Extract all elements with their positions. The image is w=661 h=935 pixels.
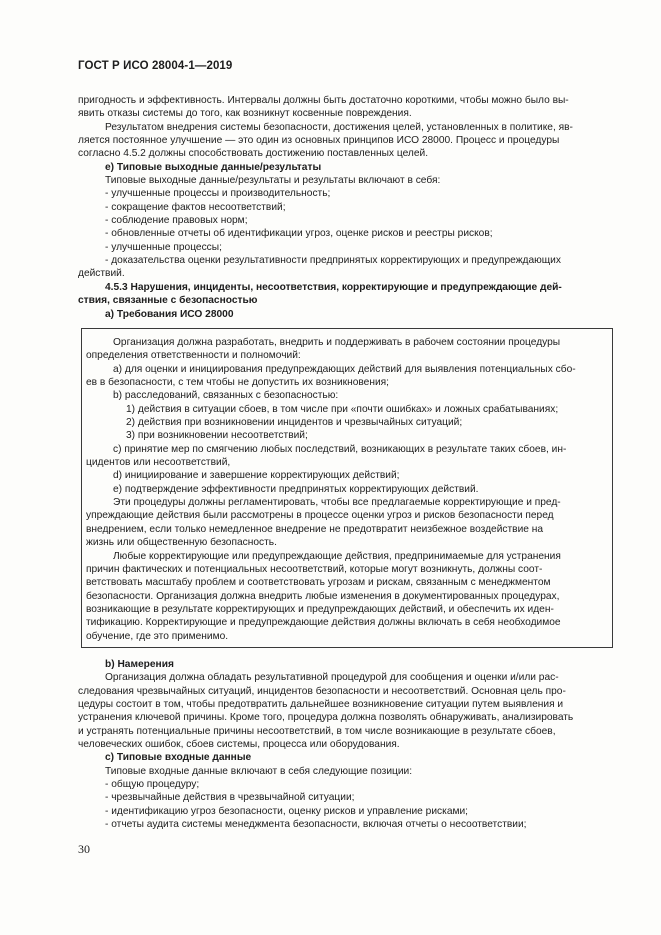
- list-item: e) подтверждение эффективности предпринятых корректирующих действий.: [113, 483, 479, 495]
- text-line: тификацию. Корректирующие и предупреждающие действия должны включать в себя необходимое: [86, 617, 561, 629]
- text-line: Типовые входные данные включают в себя следующие позиции:: [105, 765, 413, 777]
- list-item: b) расследований, связанных с безопасностью:: [113, 390, 339, 402]
- text-line: цедуры состоит в том, чтобы предотвратить дальнейшее возникновение ситуации путем выявления и: [78, 699, 564, 711]
- section-heading: 4.5.3 Нарушения, инциденты, несоответствия, корректирующие и предупреждающие дей-: [105, 281, 562, 293]
- text-line: Организация должна обладать результативной процедурой для сообщения и оценки и/или рас-: [105, 672, 559, 684]
- text-line: устранения ключевой причины. Кроме того, процедура должна позволять обнаруживать, анализировать: [78, 712, 574, 724]
- text-line: Результатом внедрения системы безопасности, достижения целей, установленных в политике, яв-: [105, 121, 573, 133]
- text-line: причин фактических и потенциальных несоответствий, которые могут возникнуть, должны соот-: [86, 563, 543, 575]
- text-line: безопасности. Организация должна внедрить любые изменения в документированных процедурах,: [86, 590, 560, 602]
- list-item: - улучшенные процессы;: [105, 241, 222, 253]
- bottom-section: [78, 658, 616, 831]
- text-line: пригодность и эффективность. Интервалы должны быть достаточно короткими, чтобы можно было вы-: [78, 95, 569, 106]
- text-line: действий.: [78, 268, 125, 280]
- list-item: c) принятие мер по смягчению любых последствий, возникающих в результате таких сбоев, ин-: [113, 443, 567, 455]
- iso-requirements-box: [81, 328, 613, 648]
- subsection-heading: b) Намерения: [105, 659, 174, 670]
- subsection-heading: a) Требования ИСО 28000: [105, 308, 234, 320]
- top-section: [78, 94, 616, 321]
- list-item: - соблюдение правовых норм;: [105, 215, 248, 227]
- text-line: определения ответственности и полномочий:: [86, 350, 301, 362]
- subsection-heading: c) Типовые входные данные: [105, 752, 252, 764]
- list-item: 2) действия при возникновении инцидентов и чрезвычайных ситуаций;: [126, 417, 463, 429]
- text-line: Типовые выходные данные/результаты и результаты включают в себя:: [105, 175, 441, 187]
- list-item: d) инициирование и завершение корректирующих действий;: [113, 470, 400, 482]
- list-item: - обновленные отчеты об идентификации угроз, оценке рисков и реестры рисков;: [105, 228, 493, 240]
- list-item: - отчеты аудита системы менеджмента безопасности, включая отчеты о несоответствии;: [105, 819, 527, 831]
- list-item: - идентификацию угроз безопасности, оценку рисков и управление рисками;: [105, 805, 469, 817]
- text-line: Эти процедуры должны регламентировать, чтобы все предлагаемые корректирующие и пред-: [113, 497, 561, 509]
- page-number: 30: [78, 842, 90, 856]
- list-item: - доказательства оценки результативности предпринятых корректирующих и предупреждающих: [105, 255, 561, 267]
- text-line: жизнь или общественную безопасность.: [86, 537, 277, 549]
- list-item: - чрезвычайные действия в чрезвычайной ситуации;: [105, 792, 355, 804]
- list-item: 3) при возникновении несоответствий;: [126, 430, 308, 442]
- text-line: и устранять потенциальные причины несоответствий, в том числе возникающие в результате сбоев,: [78, 725, 556, 737]
- list-item: - общую процедуру;: [105, 779, 200, 791]
- text-line: цидентов или несоответствий,: [86, 457, 231, 469]
- list-item: a) для оценки и инициирования предупреждающих действий для выявления потенциальных сбо-: [113, 363, 576, 375]
- text-line: внедрением, если только немедленное внедрение не предотвратит неизбежное воздействие на: [86, 523, 544, 535]
- text-line: обучение, где это применимо.: [86, 630, 229, 642]
- text-line: ев в безопасности, с тем чтобы не допустить их возникновения;: [86, 377, 390, 389]
- text-line: ляется постоянное улучшение — это один из основных принципов ИСО 28000. Процесс и процедуры: [78, 135, 560, 147]
- text-line: ветствовать масштабу проблем и соответствовать угрозам и рискам, связанным с менеджментом: [86, 577, 551, 589]
- document-header: ГОСТ Р ИСО 28004-1—2019: [78, 60, 233, 72]
- text-line: возникающие в результате корректирующих и предупреждающих действий, и обеспечить их иден-: [86, 603, 554, 615]
- text-line: упреждающие действия были рассмотрены в процессе оценки угроз и рисков безопасности перед: [86, 510, 554, 522]
- section-heading: ствия, связанные с безопасностью: [78, 295, 258, 307]
- text-line: Любые корректирующие или предупреждающие действия, предпринимаемые для устранения: [113, 550, 561, 562]
- list-item: - улучшенные процессы и производительность;: [105, 188, 331, 200]
- list-item: - сокращение фактов несоответствий;: [105, 201, 286, 213]
- text-line: согласно 4.5.2 должны способствовать достижению поставленных целей.: [78, 148, 429, 160]
- text-line: Организация должна разработать, внедрить и поддерживать в рабочем состоянии процедуры: [113, 337, 561, 348]
- list-item: 1) действия в ситуации сбоев, в том числе при «почти ошибках» и ложных срабатываниях;: [126, 403, 559, 415]
- subsection-heading: e) Типовые выходные данные/результаты: [105, 161, 322, 173]
- text-line: человеческих ошибок, сбоев системы, процесса или оборудования.: [78, 739, 400, 751]
- text-line: следования чрезвычайных ситуаций, инцидентов безопасности и несоответствий. Основная цель про-: [78, 685, 566, 697]
- text-line: явить отказы системы до того, как возникнут косвенные повреждения.: [78, 108, 412, 120]
